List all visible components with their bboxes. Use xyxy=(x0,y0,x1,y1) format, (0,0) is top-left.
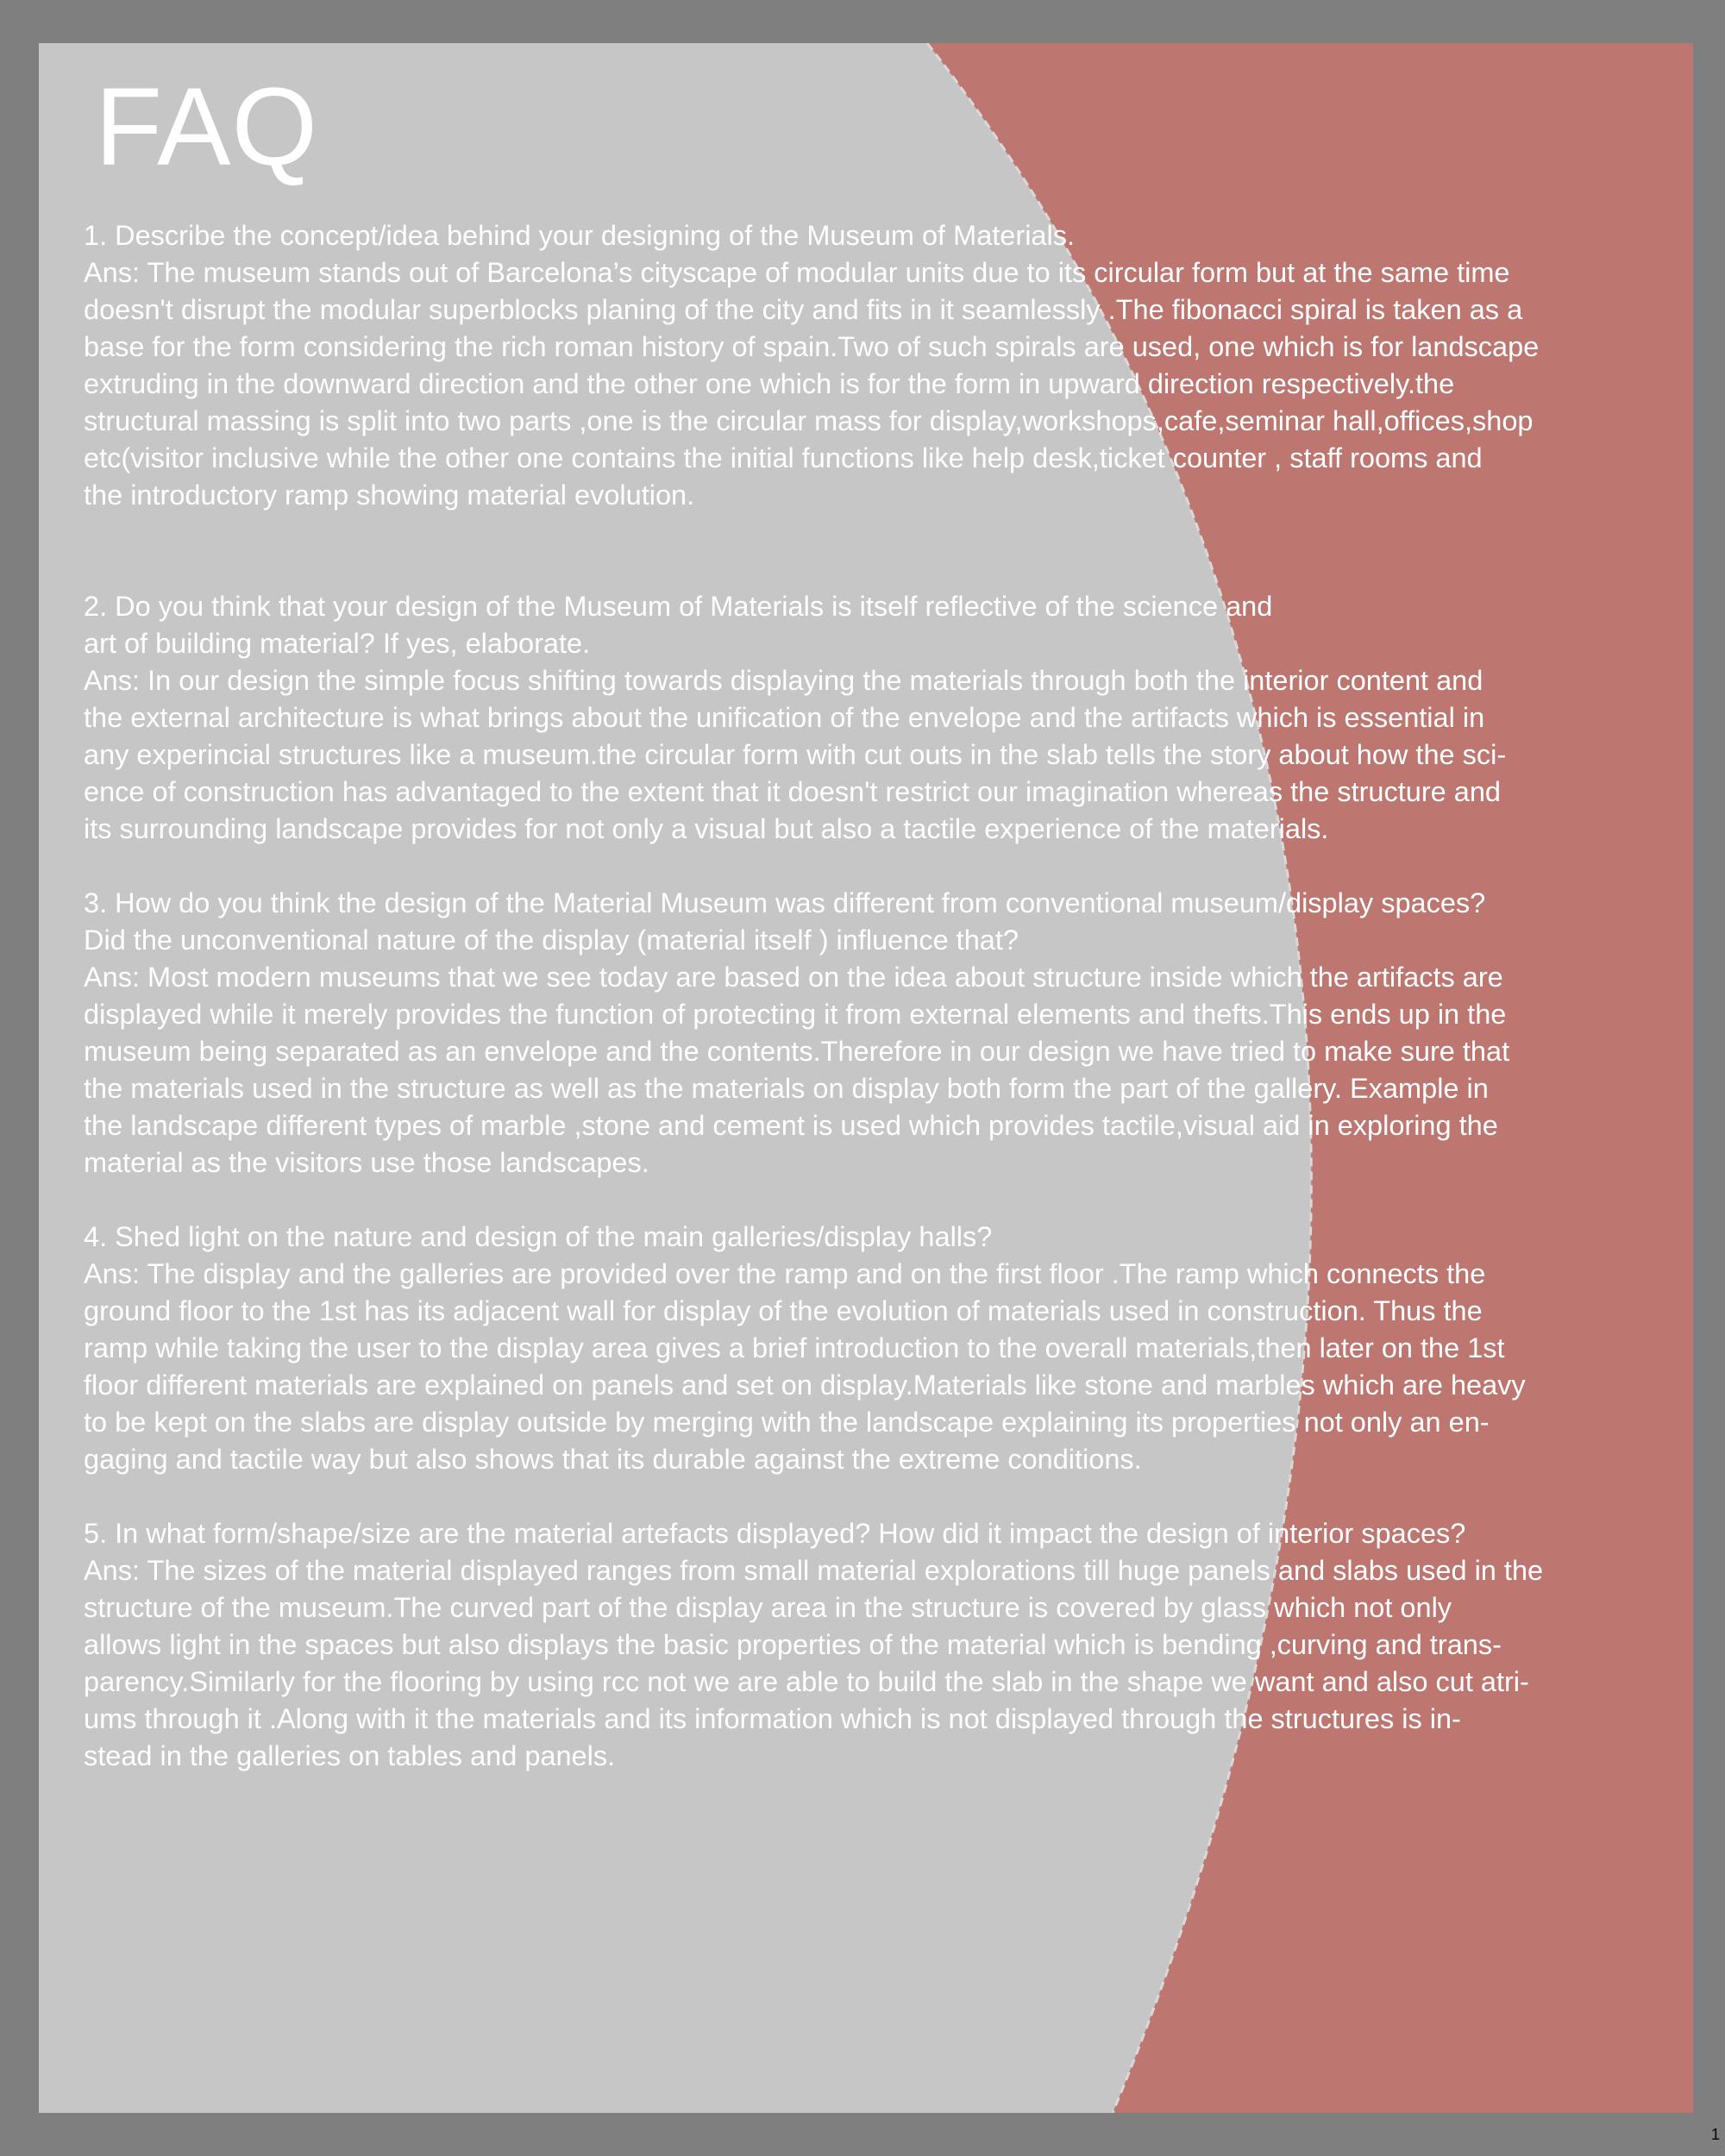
faq-answer: Ans: Most modern museums that we see today are based on the idea about structure inside which the artifacts are displayed while it merely provides the function of protecting it from external elements and thefts.This ends up in the museum being separated as an envelope and the contents.Therefore in our design we have tried to make sure that the materials used in the structure as well as the materials on display both form the part of the gallery. Example in the landscape different types of marble ,stone and cement is used which provides tactile,visual aid in exploring the material as the visitors use those landscapes. xyxy=(84,962,1510,1178)
faq-question: 3. How do you think the design of the Material Museum was different from conventional museum/display spaces? Did the unconventional nature of the display (material itself ) influence that? xyxy=(84,887,1486,956)
faq-question: 2. Do you think that your design of the Museum of Materials is itself reflective of the science and art of building material? If yes, elaborate. xyxy=(84,591,1273,659)
faq-answer: Ans: In our design the simple focus shifting towards displaying the materials through both the interior content and the external architecture is what brings about the unification of the envelope and the artifacts which is essential in any experincial structures like a museum.the circular form with cut outs in the slab tells the story about how the sci- ence of construction has advantaged to the extent that it doesn't restrict our imagination whereas the structure and its surrounding landscape provides for not only a visual but also a tactile experience of the materials. xyxy=(84,665,1507,844)
page-number: 1 xyxy=(1710,2126,1720,2143)
faq-item-3 xyxy=(84,885,1628,1181)
faq-answer: Ans: The museum stands out of Barcelona’s cityscape of modular units due to its circular form but at the same time doesn't disrupt the modular superblocks planing of the city and fits in it seamlessly .The fibonacci spiral is taken as a base for the form considering the rich roman history of spain.Two of such spirals are used, one which is for landscape extruding in the downward direction and the other one which is for the form in upward direction respectively.the structural massing is split into two parts ,one is the circular mass for display,workshops,cafe,seminar hall,offices,shop etc(visitor inclusive while the other one contains the initial functions like help desk,ticket counter , staff rooms and the introductory ramp showing material evolution. xyxy=(84,257,1540,511)
page-title: FAQ xyxy=(95,66,319,189)
faq-question: 1. Describe the concept/idea behind your designing of the Museum of Materials. xyxy=(84,220,1075,251)
faq-page xyxy=(39,43,1693,2113)
faq-question: 5. In what form/shape/size are the material artefacts displayed? How did it impact the design of interior spaces? xyxy=(84,1518,1466,1549)
faq-item-1 xyxy=(84,217,1628,514)
faq-answer: Ans: The display and the galleries are provided over the ramp and on the first floor .The ramp which connects the ground floor to the 1st has its adjacent wall for display of the evolution of materials used in construction. Thus the ramp while taking the user to the display area gives a brief introduction to the overall materials,then later on the 1st floor different materials are explained on panels and set on display.Materials like stone and marbles which are heavy to be kept on the slabs are display outside by merging with the landscape explaining its properties not only an en- gaging and tactile way but also shows that its durable against the extreme conditions. xyxy=(84,1258,1526,1475)
faq-item-5 xyxy=(84,1515,1628,1775)
faq-item-2 xyxy=(84,588,1628,848)
faq-list xyxy=(84,217,1628,1775)
faq-question: 4. Shed light on the nature and design of the main galleries/display halls? xyxy=(84,1221,993,1252)
faq-item-4 xyxy=(84,1219,1628,1478)
faq-answer: Ans: The sizes of the material displayed ranges from small material explorations till huge panels and slabs used in the structure of the museum.The curved part of the display area in the structure is covered by glass which not only allows light in the spaces but also displays the basic properties of the material which is bending ,curving and trans- parency.Similarly for the flooring by using rcc not we are able to build the slab in the shape we want and also cut atri- ums through it .Along with it the materials and its information which is not displayed through the structures is in- stead in the galleries on tables and panels. xyxy=(84,1555,1544,1771)
